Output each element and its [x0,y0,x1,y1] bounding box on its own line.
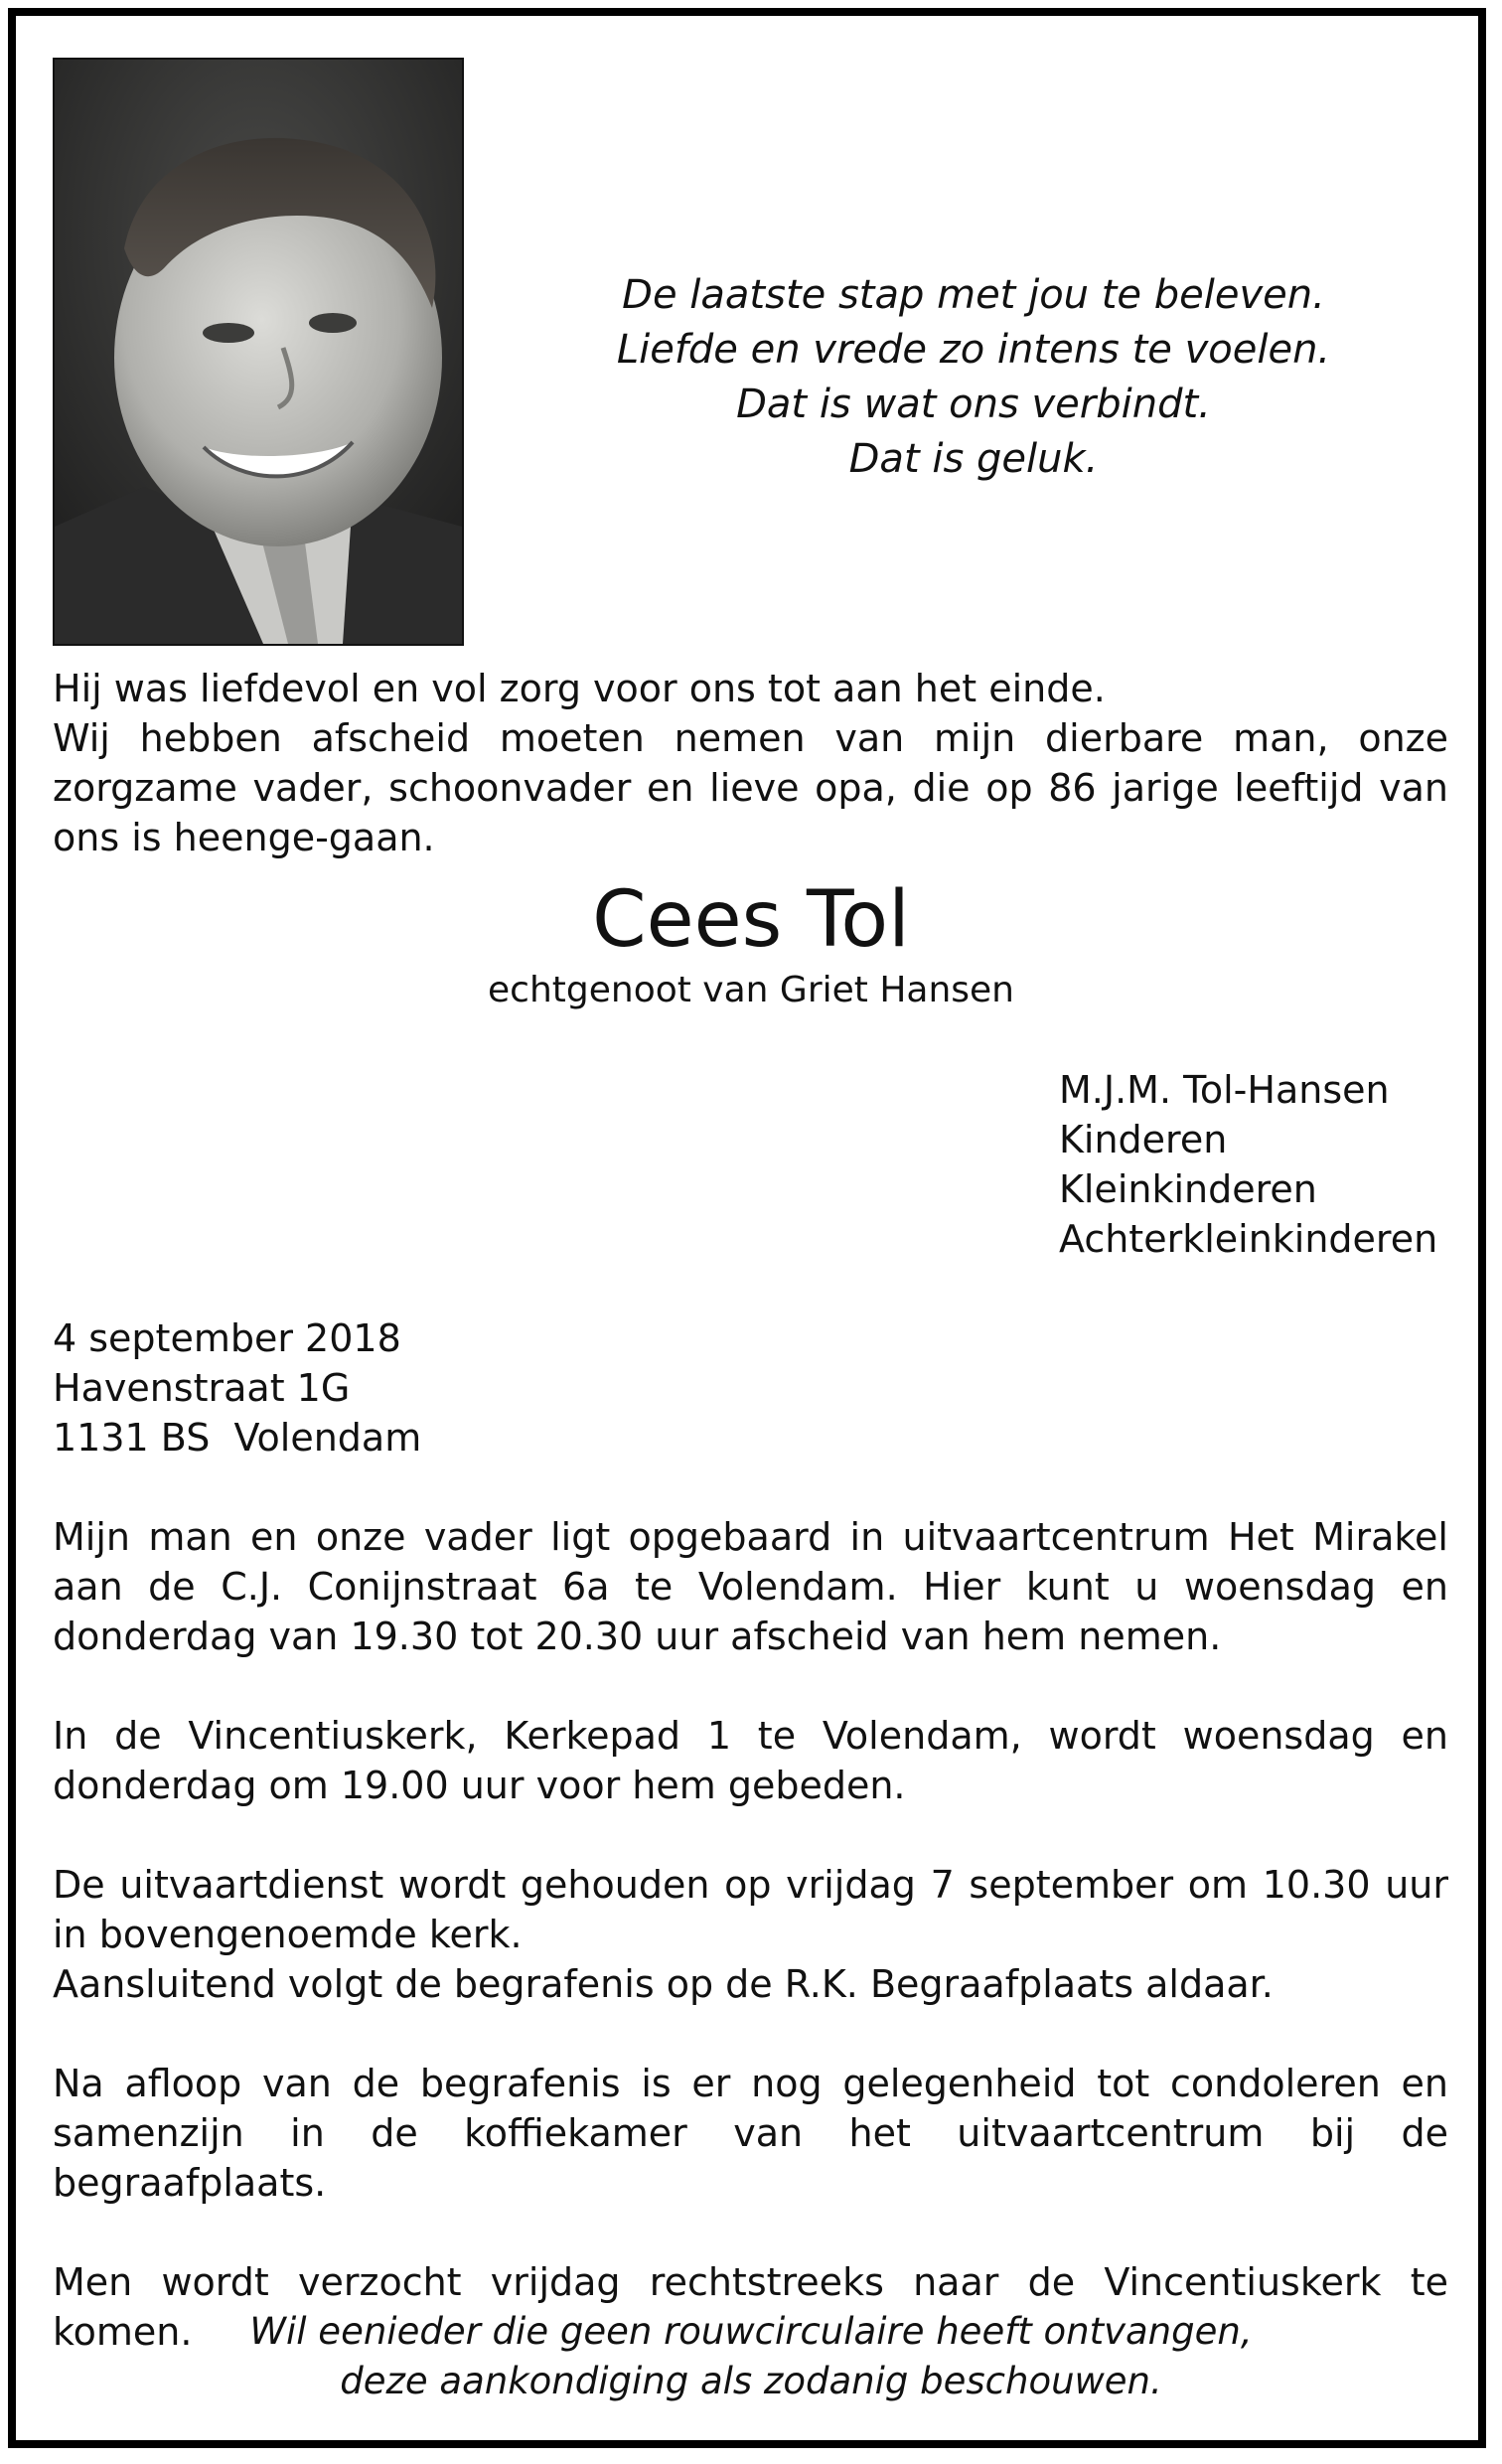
intro-text [53,664,1448,862]
burial-text: Aansluitend volgt de begrafenis op de R.K. Begraafplaats aldaar. [53,1962,1274,2006]
closing-line: deze aankondiging als zodanig beschouwen. [340,2360,1162,2402]
portrait-photo [53,58,464,646]
street-address: Havenstraat 1G [53,1366,351,1410]
service-details [53,1512,1448,2357]
postal-city: 1131 BS Volendam [53,1416,422,1460]
poem-line: Liefde en vrede zo intens te voelen. [616,327,1331,373]
poem [556,268,1391,487]
closing-line: Wil eenieder die geen rouwcirculaire heeft ontvangen, [249,2310,1253,2353]
intro-line: Hij was liefdevol en vol zorg voor ons tot aan het einde. [53,667,1106,710]
funeral-service-text: De uitvaartdienst wordt gehouden op vrijdag 7 september om 10.30 uur in bovengenoemde kerk. [53,1863,1448,1956]
poem-line: De laatste stap met jou te beleven. [622,272,1325,318]
family-member: Achterkleinkinderen [1059,1217,1438,1261]
deceased-name: Cees Tol [592,875,910,965]
date: 4 september 2018 [53,1316,401,1360]
poem-line: Dat is geluk. [848,436,1099,482]
date-address-block [53,1313,421,1463]
family-member: Kinderen [1059,1118,1228,1161]
paragraph-funeral [53,1860,1448,2009]
paragraph-condolence: Na afloop van de begrafenis is er nog gelegenheid tot condoleren en samenzijn in de koffiekamer van het uitvaartcentrum bij de begraafplaats. [53,2062,1448,2205]
family-member: M.J.M. Tol-Hansen [1059,1068,1390,1112]
paragraph-request: Men wordt verzocht vrijdag rechtstreeks naar de Vincentiuskerk te komen. [53,2260,1448,2354]
paragraph-prayer: In de Vincentiuskerk, Kerkepad 1 te Volendam, wordt woensdag en donderdag om 19.00 uur voor hem gebeden. [53,1714,1448,1807]
spouse-line: echtgenoot van Griet Hansen [488,970,1014,1010]
intro-paragraph: Wij hebben afscheid moeten nemen van mijn dierbare man, onze zorgzame vader, schoonvader en lieve opa, die op 86 jarige leeftijd van ons is heenge-gaan. [53,716,1448,859]
family-list [1059,1065,1437,1264]
paragraph-viewing: Mijn man en onze vader ligt opgebaard in uitvaartcentrum Het Mirakel aan de C.J. Conijnstraat 6a te Volendam. Hier kunt u woensdag en donderdag van 19.30 tot 20.30 uur afscheid van hem nemen. [53,1515,1448,1658]
poem-line: Dat is wat ons verbindt. [736,382,1211,427]
family-member: Kleinkinderen [1059,1167,1317,1211]
closing-note [0,2307,1502,2406]
